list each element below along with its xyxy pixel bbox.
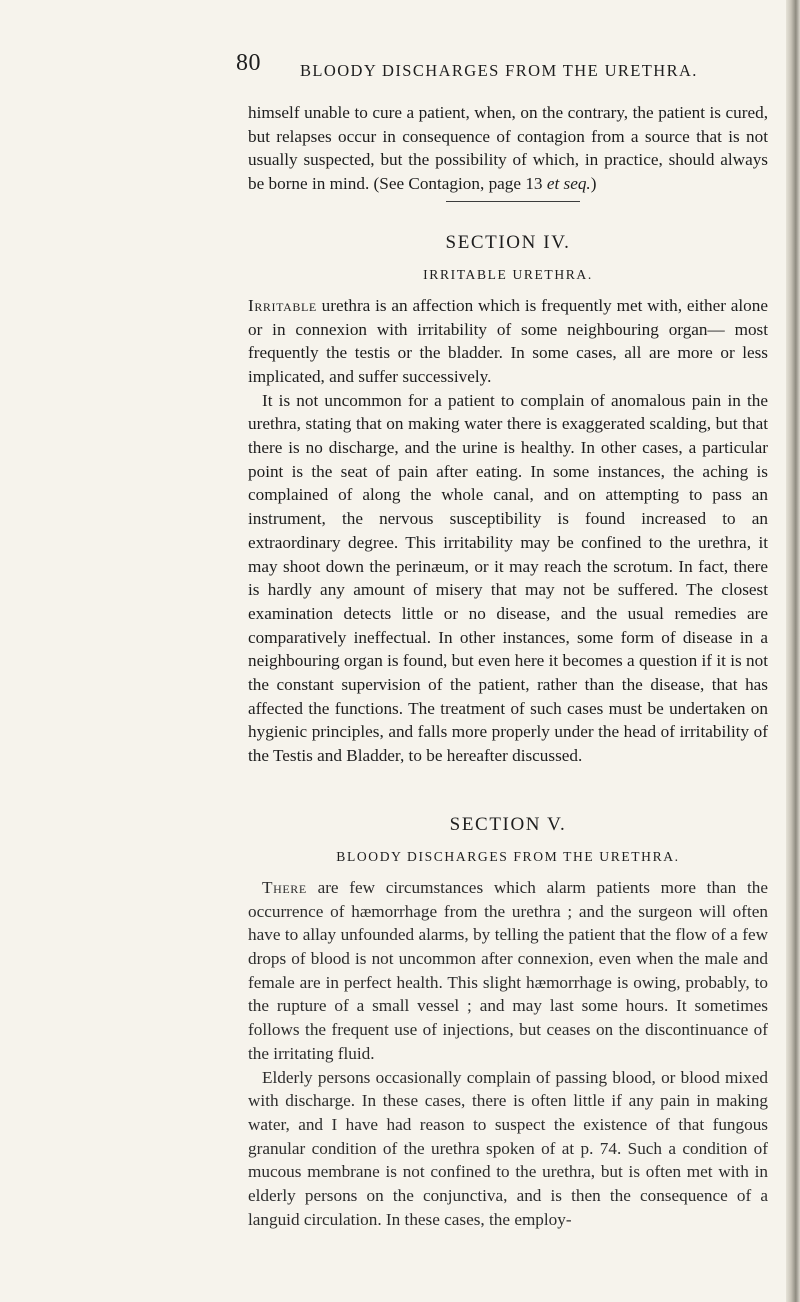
section-v-subtitle: BLOODY DISCHARGES FROM THE URETHRA. (336, 848, 680, 864)
section-iv-paragraph-2 (248, 389, 768, 768)
running-head: BLOODY DISCHARGES FROM THE URETHRA. (300, 61, 698, 80)
section-v-paragraph-2 (248, 1066, 768, 1232)
section-v-paragraph-1-text: are few circumstances which alarm patients more than the occurrence of hæmorrhage from the urethra ; and the surgeon will often have to allay unfounded alarms, by telling the patient that the flow of a few drops of blood is not uncommon after connexion, even when the male and female are in perfect health. This slight hæmorrhage is owing, probably, to the rupture of a small vessel ; and may last some hours. It sometimes follows the frequent use of injections, but ceases on the discontinuance of the irritating fluid. (248, 877, 768, 1063)
section-iv-paragraph-1-text: urethra is an affection which is frequently met with, either alone or in connexion with irritability of some neighbouring organ— most frequently the testis or the bladder. In some cases, all are more or less implicated, and suffer successively. (248, 295, 768, 386)
scanned-page-edge (786, 0, 800, 1302)
section-iv-paragraph-2-text: It is not uncommon for a patient to complain of anomalous pain in the urethra, stating that on making water there is exaggerated scalding, but that there is no discharge, and the urine is healthy. In other cases, a particular point is the seat of pain after eating. In some instances, the aching is complained of along the whole canal, and on attempting to pass an instrument, the nervous susceptibility is found increased to an extraordinary degree. This irritability may be confined to the urethra, it may shoot down the perinæum, or it may reach the scrotum. In fact, there is hardly any amount of misery that may not be suffered. The closest examination detects little or no disease, and the usual remedies are comparatively ineffectual. In other instances, some form of disease in a neighbouring organ is found, but even here it becomes a question if it is not the constant supervision of the patient, rather than the disease, that has affected the functions. The treatment of such cases must be undertaken on hygienic principles, and falls more properly under the head of irritability of the Testis and Bladder, to be hereafter discussed. (248, 390, 768, 766)
section-iv-subtitle: IRRITABLE URETHRA. (423, 266, 593, 282)
section-iv-paragraph-1 (248, 294, 768, 389)
section-v-title: SECTION V. (449, 813, 567, 835)
section-v-paragraph-1 (248, 876, 768, 1066)
section-v-paragraph-2-text: Elderly persons occasionally complain of passing blood, or blood mixed with discharge. In these cases, there is often little if any pain in making water, and I have had reason to suspect the existence of that fungous granular condition of the urethra spoken of at p. 74. Such a condition of mucous membrane is not confined to the urethra, but is often met with in elderly persons on the conjunctiva, and is then the consequence of a languid circulation. In these cases, the employ- (248, 1067, 768, 1229)
opening-paragraph (248, 101, 768, 196)
section-divider-rule (446, 201, 580, 202)
opening-paragraph-close: ) (590, 174, 597, 194)
section-iv-paragraph-1-lead: Irritable (248, 295, 317, 315)
section-v-paragraph-1-lead: There (262, 877, 307, 897)
page-header (0, 0, 800, 90)
opening-paragraph-text: himself unable to cure a patient, when, on the contrary, the patient is cured, but relapses occur in consequence of contagion from a source that is not usually suspected, but the possibility of which, in practice, should always be borne in mind. (See Contagion, page 13 (248, 103, 768, 194)
page-number: 80 (236, 50, 261, 76)
opening-paragraph-italic: et seq. (546, 174, 591, 194)
section-iv-title: SECTION IV. (445, 231, 571, 253)
body-text (248, 101, 768, 1231)
